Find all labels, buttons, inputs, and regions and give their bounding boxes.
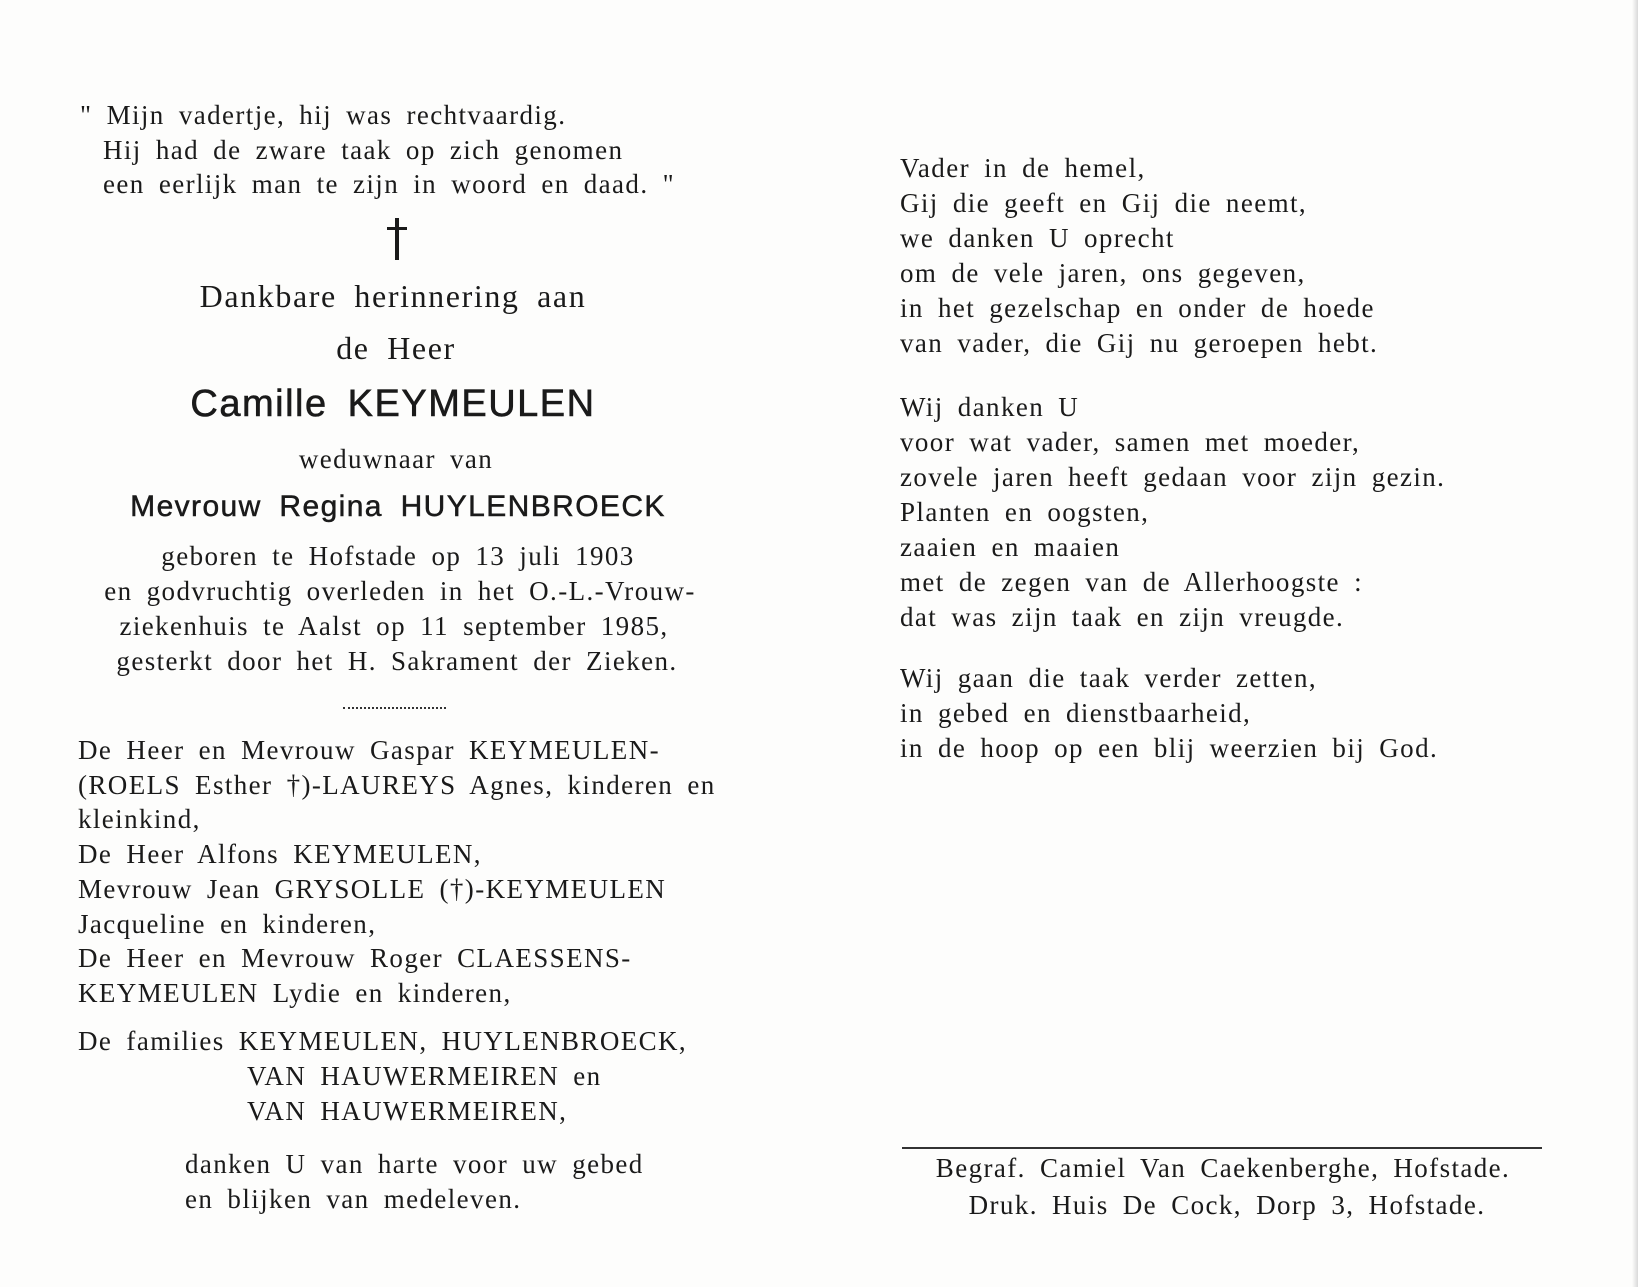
poem-line: Wij gaan die taak verder zetten, bbox=[900, 663, 1318, 693]
poem-line: zovele jaren heeft gedaan voor zijn gezin. bbox=[900, 462, 1446, 492]
relation-text: weduwnaar van bbox=[298, 444, 494, 474]
quote-line: " Mijn vadertje, hij was rechtvaardig. bbox=[80, 100, 567, 130]
poem-line: Wij danken U bbox=[900, 392, 1080, 422]
biography-line: gesterkt door het H. Sakrament der Zieken. bbox=[116, 646, 678, 676]
families-line: VAN HAUWERMEIREN en bbox=[247, 1061, 602, 1091]
poem-line: we danken U oprecht bbox=[900, 223, 1175, 253]
poem-line: Vader in de hemel, bbox=[900, 153, 1146, 183]
poem-line: dat was zijn taak en zijn vreugde. bbox=[900, 602, 1345, 632]
family-line: Jacqueline en kinderen, bbox=[78, 909, 377, 939]
poem-line: met de zegen van de Allerhoogste : bbox=[900, 567, 1363, 597]
biography-line: geboren te Hofstade op 13 juli 1903 bbox=[161, 541, 635, 571]
poem-line: Planten en oogsten, bbox=[900, 497, 1150, 527]
remembrance-heading: Dankbare herinnering aan bbox=[199, 278, 587, 314]
biography-line: ziekenhuis te Aalst op 11 september 1985, bbox=[119, 611, 669, 641]
poem-line: zaaien en maaien bbox=[900, 532, 1121, 562]
credits-rule bbox=[902, 1147, 1542, 1149]
quote-line: Hij had de zware taak op zich genomen bbox=[103, 135, 624, 165]
families-line: VAN HAUWERMEIREN, bbox=[247, 1096, 568, 1126]
card-edge bbox=[1632, 0, 1638, 1287]
deceased-name: Camille KEYMEULEN bbox=[190, 383, 596, 425]
quote-line: een eerlijk man te zijn in woord en daad. " bbox=[103, 169, 676, 199]
credit-line: Druk. Huis De Cock, Dorp 3, Hofstade. bbox=[968, 1190, 1486, 1220]
poem-line: voor wat vader, samen met moeder, bbox=[900, 427, 1361, 457]
poem-line: in gebed en dienstbaarheid, bbox=[900, 698, 1252, 728]
biography-line: en godvruchtig overleden in het O.-L.-Vrouw- bbox=[104, 576, 696, 606]
spouse-name: Mevrouw Regina HUYLENBROECK bbox=[130, 490, 666, 523]
family-line: De Heer Alfons KEYMEULEN, bbox=[78, 839, 482, 869]
poem-line: in de hoop op een blij weerzien bij God. bbox=[900, 733, 1439, 763]
poem-line: van vader, die Gij nu geroepen hebt. bbox=[900, 328, 1379, 358]
poem-line: om de vele jaren, ons gegeven, bbox=[900, 258, 1306, 288]
family-line: KEYMEULEN Lydie en kinderen, bbox=[78, 978, 512, 1008]
poem-line: Gij die geeft en Gij die neemt, bbox=[900, 188, 1308, 218]
poem-line: in het gezelschap en onder de hoede bbox=[900, 293, 1375, 323]
family-line: kleinkind, bbox=[78, 804, 201, 834]
family-line: (ROELS Esther †)-LAUREYS Agnes, kinderen en bbox=[78, 770, 716, 800]
family-line: De Heer en Mevrouw Gaspar KEYMEULEN- bbox=[78, 735, 660, 765]
thanks-line: en blijken van medeleven. bbox=[185, 1184, 522, 1214]
credit-line: Begraf. Camiel Van Caekenberghe, Hofstade. bbox=[935, 1153, 1511, 1183]
cross-icon bbox=[384, 218, 410, 260]
honorific: de Heer bbox=[336, 330, 456, 366]
family-line: Mevrouw Jean GRYSOLLE (†)-KEYMEULEN bbox=[78, 874, 667, 904]
families-line: De families KEYMEULEN, HUYLENBROECK, bbox=[78, 1026, 688, 1056]
thanks-line: danken U van harte voor uw gebed bbox=[185, 1149, 644, 1179]
divider bbox=[343, 707, 446, 709]
family-line: De Heer en Mevrouw Roger CLAESSENS- bbox=[78, 943, 632, 973]
